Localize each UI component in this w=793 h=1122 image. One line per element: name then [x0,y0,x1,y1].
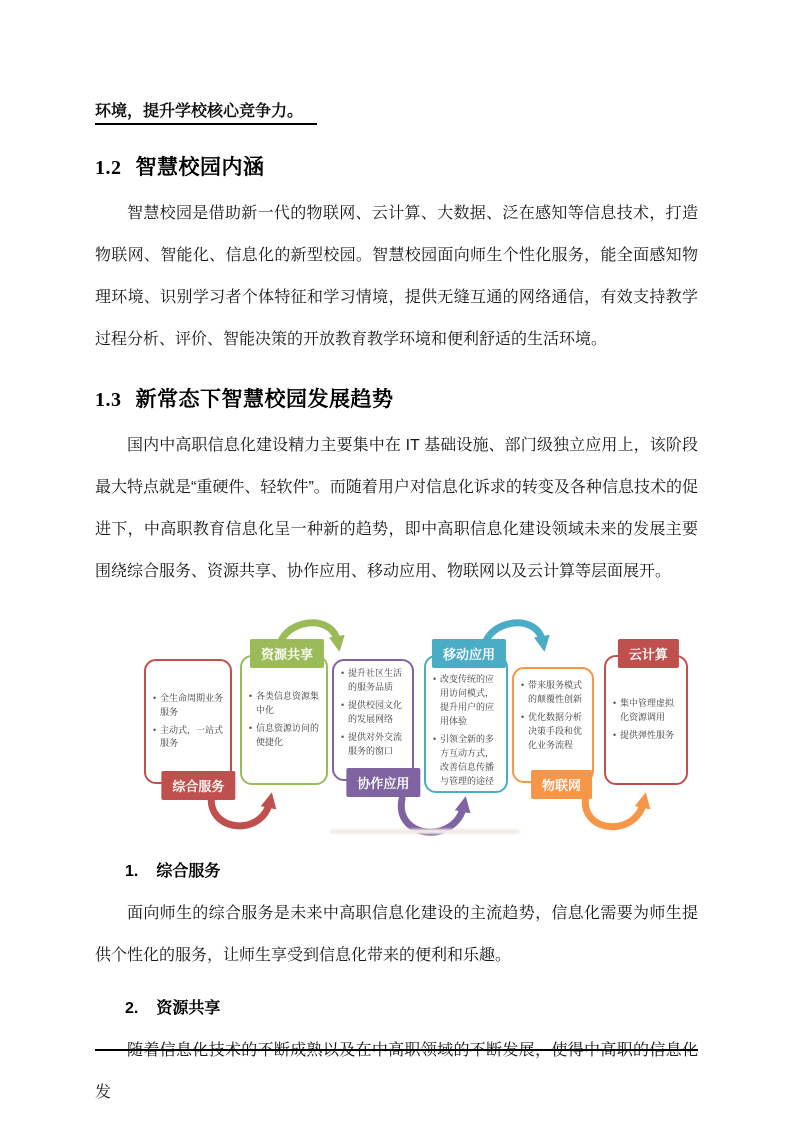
diagram-bullet: • 引领全新的多方互动方式，改善信息传播与管理的途径 [433,733,501,789]
diagram-bullet: • 提升社区生活的服务品质 [341,667,407,695]
intro-line-text: 环境，提升学校核心竞争力。 [95,98,317,125]
intro-line [95,98,698,125]
diagram-node-cloud-computing [604,647,688,785]
diagram-node-label-mobile-apps: 移动应用 [432,639,506,668]
list-item-heading-1 [125,858,698,881]
list-item-title: 资源共享 [156,1000,221,1017]
diagram-node-resource-sharing [240,647,328,785]
section-heading-1-2 [95,151,698,181]
diagram-node-label-cloud-computing: 云计算 [618,639,679,668]
flow-arrow-iot [585,795,644,827]
diagram-bullet: • 各类信息资源集中化 [249,690,321,718]
faint-caption-remnant [330,829,520,834]
section-title: 智慧校园内涵 [135,156,265,179]
list-item-number: 2. [125,1000,139,1017]
list-item-heading-2 [125,995,698,1018]
page-content [95,0,698,1114]
section-heading-1-3 [95,383,698,413]
list-item-2-paragraph: 随着信息化技术的不断成熟以及在中高职领域的不断发展，使得中高职的信息化发 [95,1042,698,1101]
section-1-3-paragraph: 国内中高职信息化建设精力主要集中在 IT 基础设施、部门级独立应用上，该阶段最大特点就是“重硬件、轻软件”。而随着用户对信息化诉求的转变及各种信息技术的促进下，中高职教育信息化呈一种新的趋势，即中高职信息化建设领域未来的发展主要围绕综合服务、资源共享、协作应用、移动应用、物联网以及云计算等层面展开。 [95,437,698,580]
diagram-node-label-collaboration: 协作应用 [346,768,420,797]
diagram-bullet: • 集中管理虚拟化资源调用 [613,697,681,725]
list-item-1-paragraph: 面向师生的综合服务是未来中高职信息化建设的主流趋势，信息化需要为师生提供个性化的服务，让师生享受到信息化带来的便利和乐趣。 [95,905,698,964]
diagram-bullet: • 提供校园文化的发展网络 [341,699,407,727]
section-number: 1.2 [95,157,122,179]
diagram-node-iot [512,667,594,793]
diagram-node-label-integrated-services: 综合服务 [161,771,235,800]
section-title: 新常态下智慧校园发展趋势 [135,388,394,411]
diagram-bullet: • 带来服务模式的颠覆性创新 [521,679,587,707]
flow-arrow-collaboration [401,799,464,832]
diagram-node-label-resource-sharing: 资源共享 [250,639,324,668]
list-item-number: 1. [125,863,139,880]
diagram-bullet: • 提供弹性服务 [613,729,681,743]
diagram-bullet: • 优化数据分析决策手段和优化业务流程 [521,711,587,753]
diagram-node-mobile-apps [424,647,508,793]
diagram-node-collaboration [332,659,414,791]
section-1-2-paragraph: 智慧校园是借助新一代的物联网、云计算、大数据、泛在感知等信息技术，打造物联网、智能化、信息化的新型校园。智慧校园面向师生个性化服务，能全面感知物理环境、识别学习者个体特征和学习情境，提供无缝互通的网络通信，有效支持教学过程分析、评价、智能决策的开放教育教学环境和便利舒适的生活环境。 [95,205,698,348]
diagram-bullet: • 提供对外交流服务的窗口 [341,731,407,759]
diagram-bullet: • 全生命周期业务服务 [153,692,225,720]
footer-rule [95,1049,698,1051]
diagram-bullet: • 主动式，一站式服务 [153,724,225,752]
diagram-node-integrated-services [144,659,232,794]
list-item-title: 综合服务 [156,863,221,880]
section-number: 1.3 [95,389,122,411]
diagram-bullet: • 信息资源访问的便捷化 [249,722,321,750]
smart-campus-trends-diagram [140,615,705,840]
diagram-node-label-iot: 物联网 [531,770,592,799]
diagram-bullet: • 改变传统的应用访问模式，提升用户的应用体验 [433,673,501,729]
